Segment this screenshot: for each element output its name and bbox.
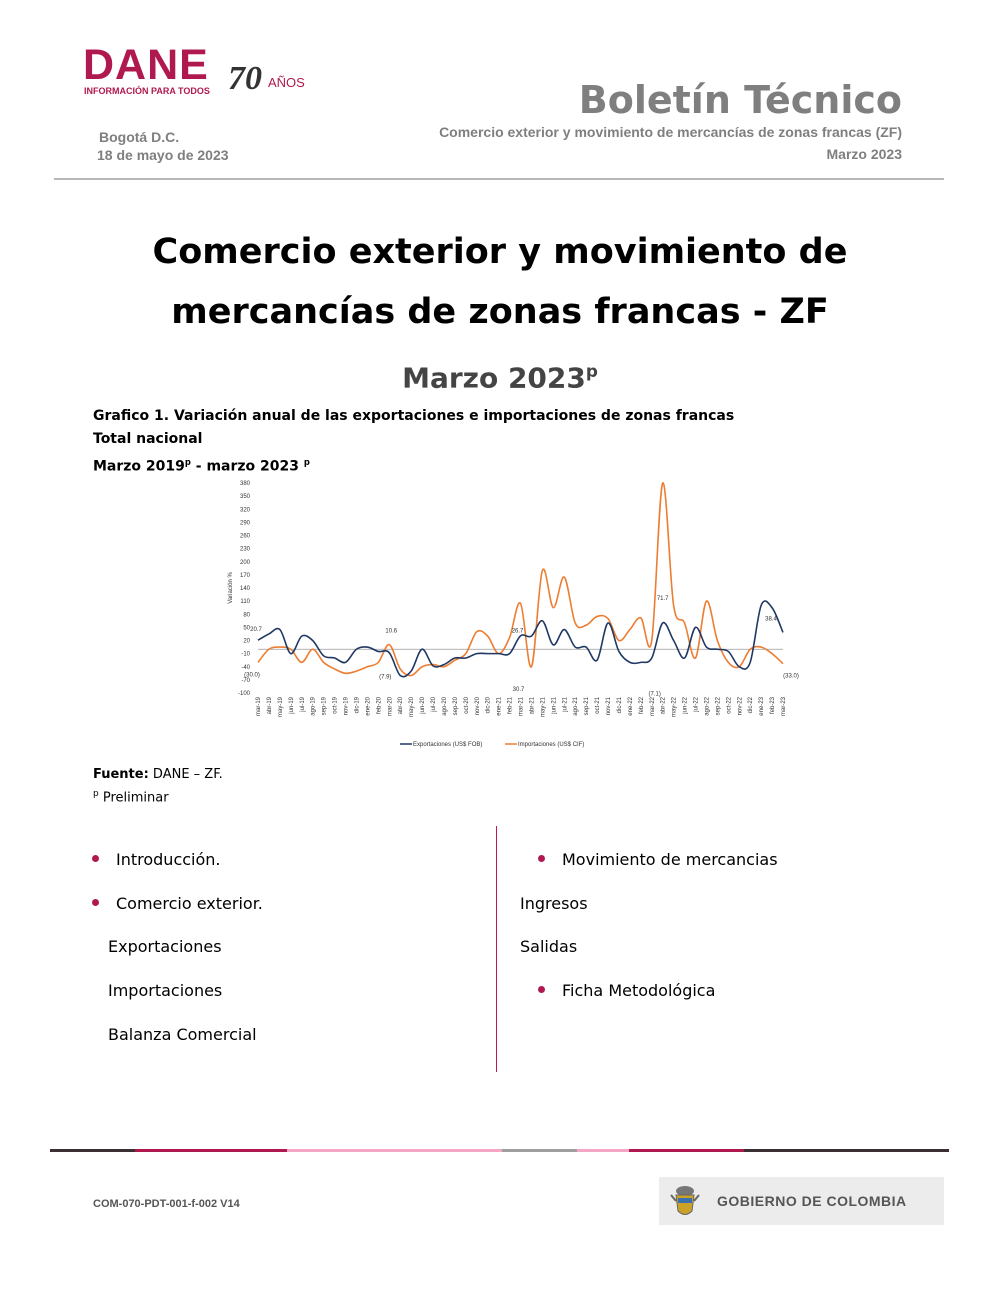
legend-label: Exportaciones (US$ FOB) (413, 742, 483, 748)
toc-item-label: Comercio exterior. (116, 894, 263, 913)
x-tick-label: jul-20 (431, 697, 437, 712)
footer-band-segment (287, 1149, 502, 1152)
x-tick-label: dic-22 (748, 697, 755, 714)
data-label: (30.0) (244, 672, 260, 679)
x-tick-label: abr-21 (529, 697, 536, 715)
anniversary-logo-word: AÑOS (268, 75, 305, 90)
x-tick-label: abr-20 (398, 697, 405, 715)
footer-band-segment (50, 1149, 135, 1152)
x-tick-label: ene-22 (627, 697, 634, 716)
x-tick-label: dic-20 (485, 697, 492, 714)
coat-of-arms-icon (665, 1181, 705, 1221)
y-tick-label: 110 (240, 599, 250, 606)
legend-label: Importaciones (US$ CIF) (518, 742, 585, 748)
bulletin-title: Boletín Técnico (578, 78, 902, 122)
x-tick-label: oct-19 (332, 697, 339, 714)
graph-range-start-mark: p (184, 457, 191, 467)
report-period (100, 361, 900, 394)
x-tick-label: sep-22 (715, 697, 722, 716)
bulletin-subtitle: Comercio exterior y movimiento de mercancías de zonas francas (ZF) (439, 124, 902, 140)
toc-item-importaciones[interactable]: Importaciones (108, 981, 223, 1000)
x-tick-label: jul-19 (299, 697, 306, 712)
y-tick-label: 230 (239, 546, 250, 553)
x-tick-label: jul-21 (562, 697, 569, 712)
page-title-line-2: mercancías de zonas francas - ZF (171, 292, 829, 332)
x-tick-label: nov-21 (606, 697, 612, 716)
x-tick-label: jun-19 (288, 697, 295, 714)
x-tick-label: nov-19 (343, 697, 350, 716)
footer-band-segment (744, 1149, 949, 1152)
toc-item-label: Ficha Metodológica (562, 981, 716, 1000)
y-tick-label: -10 (241, 651, 250, 658)
y-tick-label: 170 (239, 572, 250, 579)
graph-range-end-mark: p (303, 457, 310, 467)
x-tick-label: ago-20 (441, 697, 448, 716)
publication-date: 18 de mayo de 2023 (97, 147, 229, 163)
x-tick-label: feb-23 (770, 697, 777, 715)
y-axis-label: Variación % (228, 572, 234, 604)
x-tick-label: sep-21 (584, 697, 591, 716)
data-label: 10.6 (385, 628, 398, 635)
x-tick-label: mar-23 (781, 697, 787, 717)
x-tick-label: may-21 (540, 697, 547, 718)
toc-item-label: Movimiento de mercancias (562, 850, 778, 869)
preliminary-note-mark: p (93, 789, 99, 799)
graph-range-start: Marzo 2019 (93, 458, 185, 475)
y-tick-label: 80 (243, 612, 250, 619)
government-logo-text: GOBIERNO DE COLOMBIA (717, 1193, 907, 1209)
bullet-icon (92, 899, 99, 906)
x-tick-label: dic-21 (616, 697, 623, 714)
footer-band-segment (629, 1149, 744, 1152)
series-line-importaciones (258, 483, 783, 676)
x-tick-label: jun-22 (682, 697, 689, 714)
y-tick-label: 260 (239, 533, 250, 540)
y-tick-label: 380 (239, 481, 250, 487)
data-label: 20.7 (250, 627, 262, 634)
y-tick-label: 200 (239, 559, 250, 566)
variation-line-chart (220, 474, 800, 756)
graph-caption: Grafico 1. Variación anual de las exportaciones e importaciones de zonas francas (93, 408, 735, 424)
toc-item-label: Introducción. (116, 850, 221, 869)
preliminary-note (93, 789, 169, 805)
document-code: COM-070-PDT-001-f-002 V14 (93, 1198, 240, 1210)
x-tick-label: may-19 (277, 697, 284, 718)
x-tick-label: mar-20 (387, 697, 394, 717)
data-label: (7.1) (648, 691, 661, 698)
x-tick-label: may-22 (671, 697, 678, 718)
city: Bogotá D.C. (99, 129, 180, 145)
data-label: 30.7 (512, 686, 525, 693)
y-tick-label: 320 (239, 507, 250, 514)
toc-item-ingresos[interactable]: Ingresos (520, 894, 588, 913)
y-tick-label: 140 (239, 586, 250, 592)
x-tick-label: may-20 (409, 697, 416, 718)
data-label: (33.0) (783, 673, 799, 680)
x-tick-label: sep-19 (321, 697, 328, 716)
x-tick-label: nov-22 (737, 697, 744, 716)
x-tick-label: feb-20 (376, 697, 383, 715)
dane-logo: DANE (83, 41, 209, 89)
x-tick-label: nov-20 (474, 697, 481, 716)
x-tick-label: ago-22 (704, 697, 711, 716)
data-label: 26.7 (511, 628, 524, 635)
source-text: DANE – ZF. (148, 767, 223, 782)
x-tick-label: oct-21 (595, 697, 602, 714)
x-tick-label: feb-22 (638, 697, 645, 715)
dane-logo-tagline: INFORMACIÓN PARA TODOS (84, 86, 210, 96)
bullet-icon (538, 855, 545, 862)
x-tick-label: dic-19 (354, 697, 361, 714)
x-tick-label: sep-20 (452, 697, 459, 716)
x-tick-label: jun-20 (420, 697, 427, 714)
toc-item-balanza-comercial[interactable]: Balanza Comercial (108, 1025, 257, 1044)
x-tick-label: ago-21 (573, 697, 580, 716)
graph-range-end: - marzo 2023 (190, 458, 304, 475)
x-tick-label: ago-19 (310, 697, 317, 716)
graph-scope: Total nacional (93, 431, 203, 447)
bulletin-month: Marzo 2023 (826, 146, 902, 162)
x-tick-label: mar-21 (518, 697, 525, 717)
toc-item-exportaciones[interactable]: Exportaciones (108, 937, 222, 956)
preliminary-mark: p (585, 361, 598, 381)
y-tick-label: 50 (243, 625, 250, 632)
bullet-icon (538, 986, 545, 993)
data-label: 71.7 (656, 595, 669, 602)
x-tick-label: feb-21 (507, 697, 514, 715)
bullet-icon (92, 855, 99, 862)
x-tick-label: jul-22 (693, 697, 700, 712)
footer-band-segment (577, 1149, 629, 1152)
toc-item-salidas[interactable]: Salidas (520, 937, 578, 956)
data-label: (7.9) (379, 674, 392, 681)
x-tick-label: oct-20 (463, 697, 470, 714)
preliminary-note-text: Preliminar (98, 790, 169, 806)
footer-band-segment (502, 1149, 577, 1152)
y-tick-label: 290 (239, 520, 250, 527)
data-label: 38.4 (765, 616, 777, 623)
x-tick-label: oct-22 (726, 697, 733, 714)
report-period-text: Marzo 2023 (402, 361, 586, 395)
anniversary-logo-number: 70 (228, 60, 262, 97)
x-tick-label: abr-19 (266, 697, 273, 715)
toc-item-ficha-metodologica[interactable] (538, 981, 715, 1000)
y-tick-label: -40 (241, 664, 250, 671)
toc-item-comercio-exterior[interactable] (92, 894, 263, 913)
y-tick-label: 20 (243, 638, 250, 645)
x-tick-label: mar-22 (649, 697, 656, 717)
toc-item-movimiento-mercancias[interactable] (538, 850, 778, 869)
source-label: Fuente: (93, 767, 149, 782)
x-tick-label: ene-20 (365, 697, 372, 716)
page-title (100, 222, 900, 342)
x-tick-label: jun-21 (551, 697, 558, 714)
y-tick-label: -70 (241, 677, 250, 684)
x-tick-label: ene-21 (496, 697, 503, 716)
toc-divider (496, 826, 497, 1072)
footer-band-segment (135, 1149, 287, 1152)
toc-item-introduccion[interactable] (92, 850, 221, 869)
x-tick-label: abr-22 (660, 697, 667, 715)
y-tick-label: -100 (237, 691, 250, 697)
x-tick-label: ene-23 (759, 697, 766, 716)
header-divider (54, 178, 944, 180)
x-tick-label: mar-19 (256, 697, 262, 717)
page-title-line-1: Comercio exterior y movimiento de (152, 232, 848, 272)
y-tick-label: 350 (239, 494, 250, 501)
source-note (93, 767, 223, 782)
